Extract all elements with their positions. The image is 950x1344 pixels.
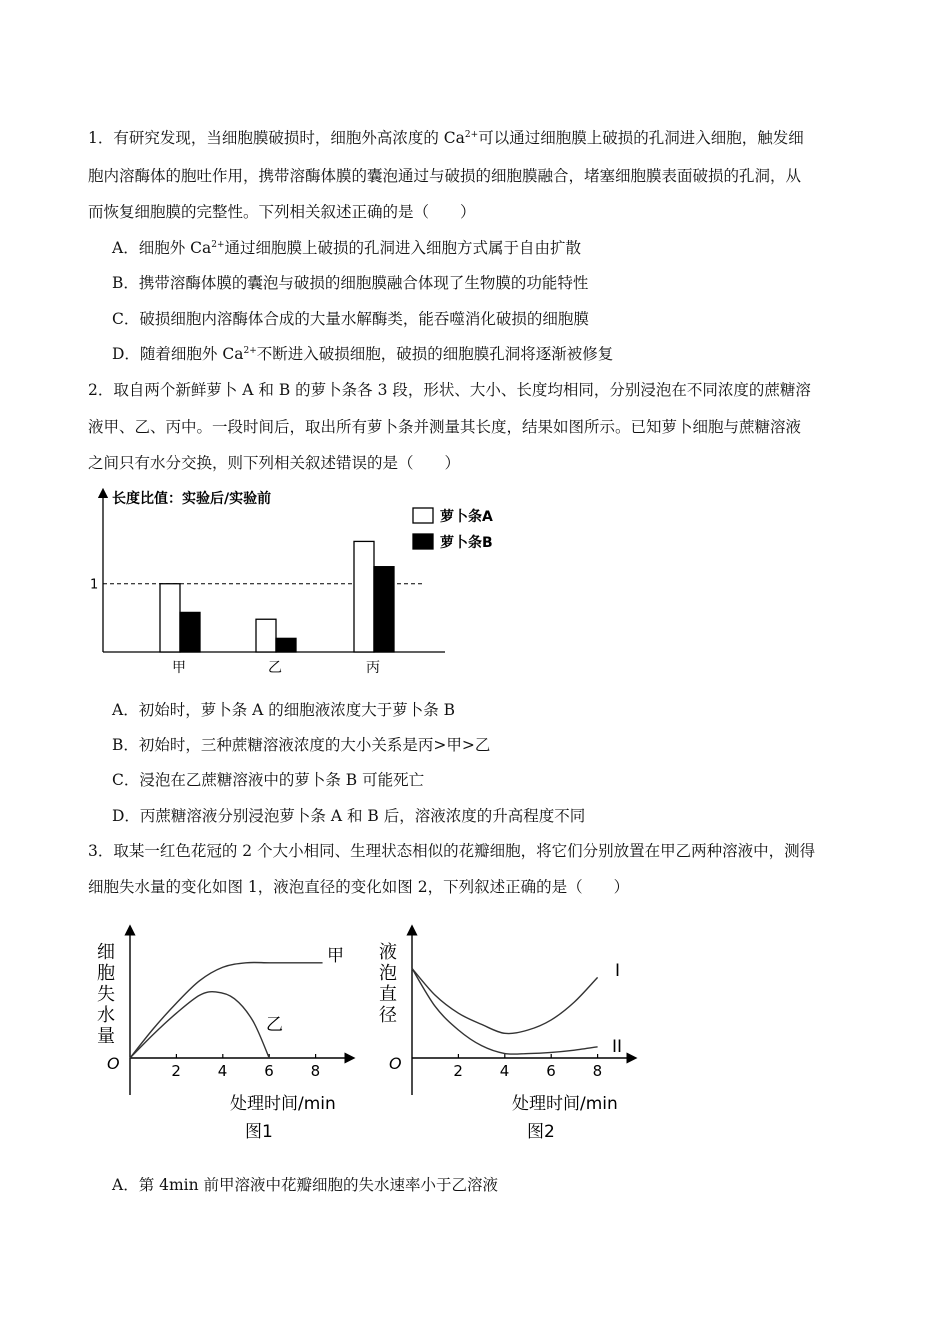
bar-b-2	[374, 567, 394, 652]
fig1-y-char-4: 量	[97, 1026, 115, 1047]
fig1-x-axis-label: 处理时间/min	[230, 1094, 336, 1114]
fig1-series-line-1	[130, 992, 269, 1058]
fig1-series-label-1: 乙	[266, 1015, 283, 1035]
q1-line-3: 而恢复细胞膜的完整性。下列相关叙述正确的是（ ）	[88, 203, 476, 221]
q2-line-3: 之间只有水分交换，则下列相关叙述错误的是（ ）	[88, 454, 461, 472]
q2-option-b: B．初始时，三种蔗糖溶液浓度的大小关系是丙>甲>乙	[112, 736, 491, 754]
fig2-x-axis-label: 处理时间/min	[512, 1094, 618, 1114]
fig1-y-char-1: 胞	[97, 963, 115, 984]
q3-option-a: A．第 4min 前甲溶液中花瓣细胞的失水速率小于乙溶液	[112, 1176, 499, 1194]
fig1-y-char-3: 水	[97, 1005, 115, 1026]
bar-a-2	[354, 541, 374, 652]
q2-option-a: A．初始时，萝卜条 A 的细胞液浓度大于萝卜条 B	[112, 701, 456, 719]
fig2-series-line-1	[412, 968, 598, 1054]
fig2-tick-label-3: 8	[592, 1062, 603, 1080]
fig1-series-line-0	[130, 962, 323, 1058]
q3-line-2: 细胞失水量的变化如图 1，液泡直径的变化如图 2，下列叙述正确的是（ ）	[88, 878, 630, 896]
q1-line-2: 胞内溶酶体的胞吐作用，携带溶酶体膜的囊泡通过与破损的细胞膜融合，堵塞细胞膜表面破损的孔洞，从	[88, 167, 802, 185]
fig2-tick-label-1: 4	[499, 1062, 510, 1080]
fig2-y-axis-label	[379, 942, 397, 1026]
reference-label: 1	[90, 577, 99, 593]
fig2-title: 图2	[527, 1122, 555, 1142]
fig2-y-char-0: 液	[379, 942, 397, 963]
fig1-origin-label: O	[107, 1054, 120, 1073]
fig2-y-char-3: 径	[379, 1005, 397, 1026]
y-axis-label: 长度比值：实验后/实验前	[112, 491, 272, 507]
q1-option-b: B．携带溶酶体膜的囊泡与破损的细胞膜融合体现了生物膜的功能特性	[112, 274, 589, 292]
category-label-1: 乙	[268, 660, 282, 676]
q2-option-c: C．浸泡在乙蔗糖溶液中的萝卜条 B 可能死亡	[112, 771, 425, 789]
category-label-2: 丙	[366, 660, 380, 676]
fig2-tick-label-0: 2	[453, 1062, 463, 1080]
fig2-tick-label-2: 6	[546, 1062, 556, 1080]
fig1-tick-label-3: 8	[310, 1062, 321, 1080]
fig1-y-char-0: 细	[97, 942, 115, 963]
q2-line-2: 液甲、乙、丙中。一段时间后，取出所有萝卜条并测量其长度，结果如图所示。已知萝卜细胞与蔗糖溶液	[88, 418, 802, 436]
fig2-series-line-0	[412, 968, 598, 1033]
fig1-tick-label-0: 2	[171, 1062, 181, 1080]
fig2-origin-label: O	[389, 1054, 402, 1073]
fig1-y-char-2: 失	[97, 984, 115, 1005]
legend-label-b: 萝卜条B	[440, 535, 493, 551]
q1-line-1: 1．有研究发现，当细胞膜破损时，细胞外高浓度的 $Ca^{2+}$可以通过细胞膜上破损的孔洞进入细胞，触发细	[88, 129, 804, 147]
q2-option-d: D．丙蔗糖溶液分别浸泡萝卜条 A 和 B 后，溶液浓度的升高程度不同	[112, 807, 586, 825]
q1-option-a: A．细胞外 $Ca^{2+}$通过细胞膜上破损的孔洞进入细胞方式属于自由扩散	[112, 239, 582, 257]
q2-line-1: 2．取自两个新鲜萝卜 A 和 B 的萝卜条各 3 段，形状、大小、长度均相同，分别浸泡在不同浓度的蔗糖溶	[88, 381, 811, 399]
figure-2-vacuole-diameter	[372, 920, 652, 1150]
bar-a-0	[160, 584, 180, 652]
legend-swatch-b	[413, 534, 433, 549]
bar-chart-figure	[80, 485, 520, 685]
fig2-series-label-0: I	[615, 961, 621, 981]
fig2-y-char-2: 直	[379, 984, 397, 1005]
category-label-0: 甲	[172, 660, 186, 676]
bar-a-1	[256, 619, 276, 652]
fig2-y-char-1: 泡	[379, 963, 397, 984]
legend-label-a: 萝卜条A	[440, 509, 493, 525]
legend-swatch-a	[413, 508, 433, 523]
q1-option-d: D．随着细胞外 $Ca^{2+}$不断进入破损细胞，破损的细胞膜孔洞将逐渐被修复	[112, 345, 614, 363]
fig1-y-axis-label	[97, 942, 115, 1047]
fig1-tick-label-2: 6	[264, 1062, 274, 1080]
bar-b-1	[276, 638, 296, 652]
q3-line-1: 3．取某一红色花冠的 2 个大小相同、生理状态相似的花瓣细胞，将它们分别放置在甲乙两种溶液中，测得	[88, 842, 816, 860]
fig1-series-label-0: 甲	[327, 946, 344, 966]
figure-1-water-loss	[90, 920, 370, 1150]
bar-b-0	[180, 612, 200, 652]
fig1-tick-label-1: 4	[217, 1062, 228, 1080]
q1-option-c: C．破损细胞内溶酶体合成的大量水解酶类，能吞噬消化破损的细胞膜	[112, 310, 589, 328]
fig1-title: 图1	[245, 1122, 273, 1142]
fig2-series-label-1: II	[612, 1037, 623, 1057]
